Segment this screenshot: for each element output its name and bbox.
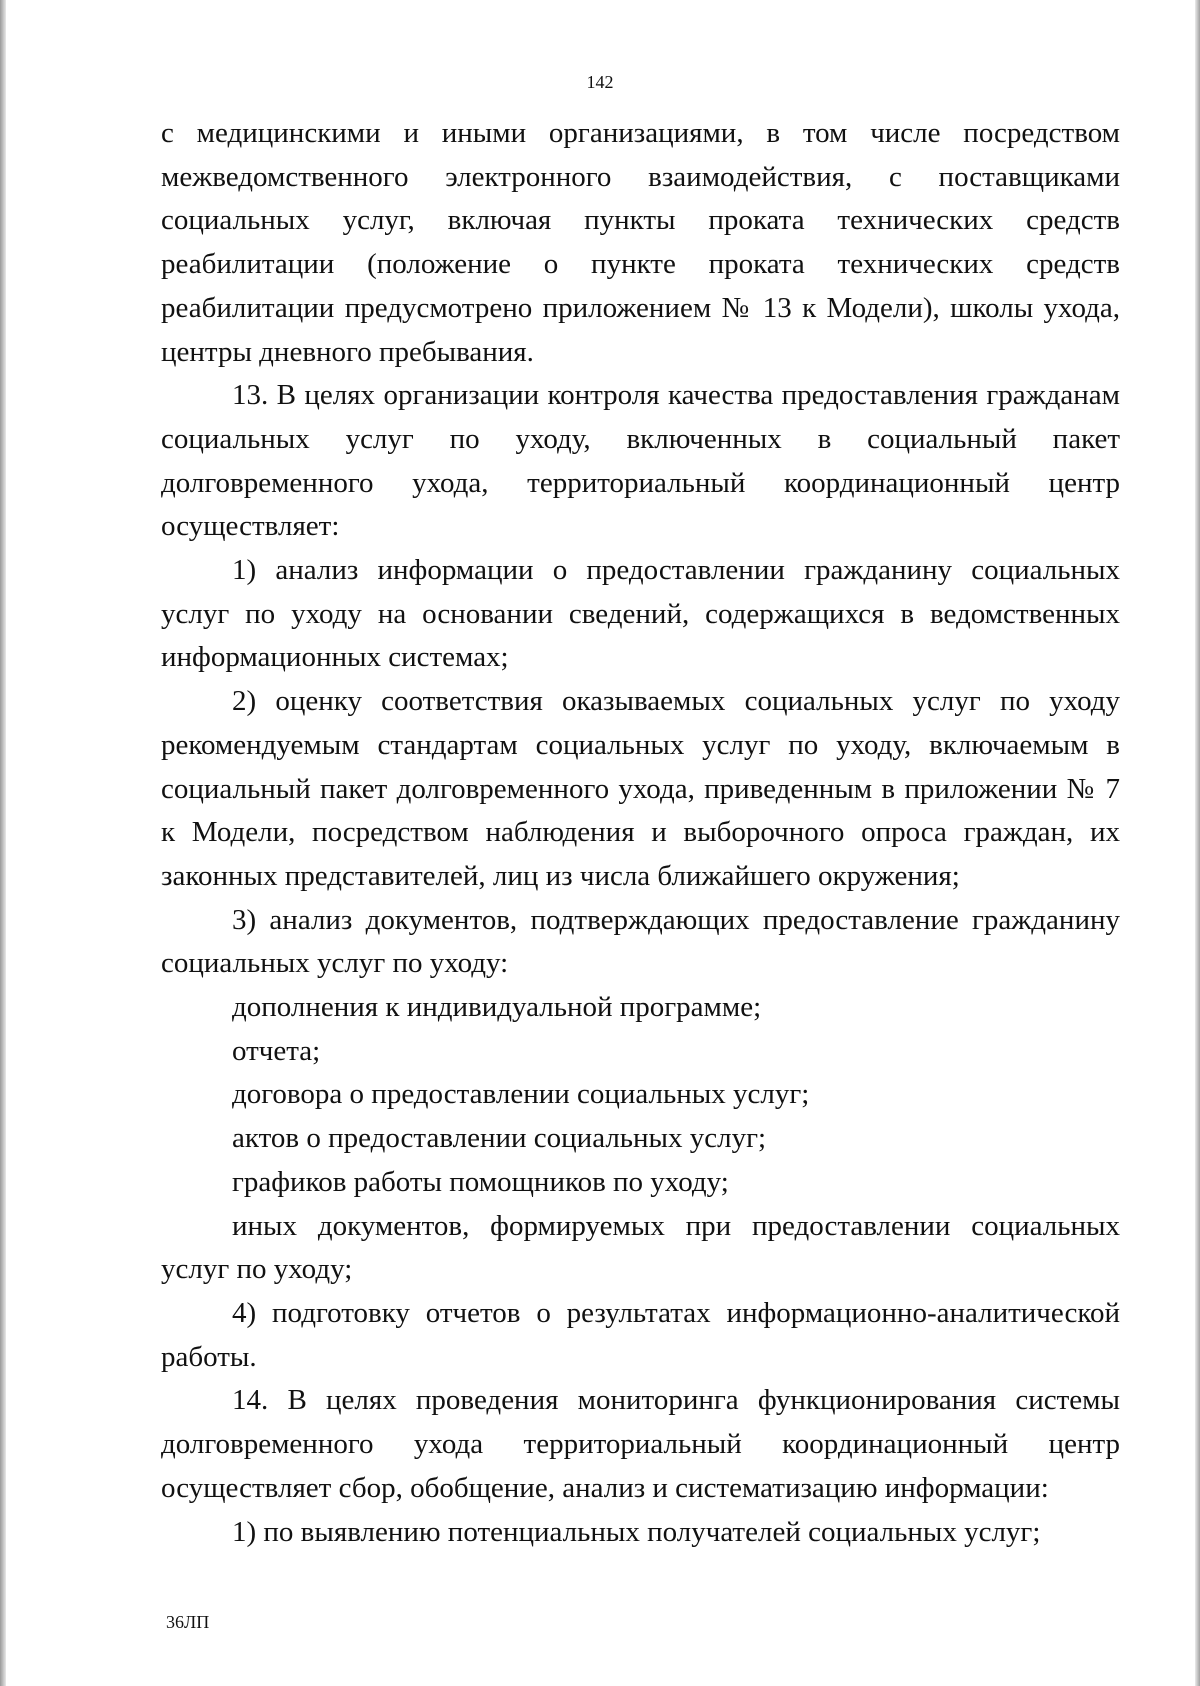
scan-edge-right [1195,0,1200,1686]
paragraph-item-2: 2) оценку соответствия оказываемых социальных услуг по уходу рекомендуемым стандартам социальных услуг по уходу, включаемым в социальный пакет долговременного ухода, приведенным в приложении № 7 к Модели, посредством наблюдения и выборочного опроса граждан, их законных представителей, лиц из числа ближайшего окружения; [161,685,1120,892]
paragraph-clause-14: 14. В целях проведения мониторинга функционирования системы долговременного ухода территориальный координационный центр осуществляет сбор, обобщение, анализ и систематизацию информации: [161,1384,1120,1504]
list-item-document: дополнения к индивидуальной программе; [232,991,762,1024]
document-body [161,112,1120,1554]
scan-edge-left [0,0,6,1686]
list-item-document: графиков работы помощников по уходу; [232,1165,729,1198]
page-number: 142 [586,72,614,92]
paragraph-item-3: 3) анализ документов, подтверждающих предоставление гражданину социальных услуг по уходу: [161,903,1120,980]
paragraph-clause-13: 13. В целях организации контроля качества предоставления гражданам социальных услуг по уходу, включенных в социальный пакет долговременного ухода, территориальный координационный центр осуществляет: [161,379,1120,543]
paragraph-item-4: 4) подготовку отчетов о результатах информационно-аналитической работы. [161,1296,1120,1373]
list-item-document: отчета; [232,1034,321,1067]
list-item-document: договора о предоставлении социальных услуг; [232,1078,810,1111]
footer-code: 36ЛП [166,1612,210,1632]
paragraph-clause-14-item-1: 1) по выявлению потенциальных получателей социальных услуг; [232,1515,1041,1548]
paragraph-item-1: 1) анализ информации о предоставлении гражданину социальных услуг по уходу на основании сведений, содержащихся в ведомственных информационных системах; [161,554,1120,674]
list-item-document: иных документов, формируемых при предоставлении социальных услуг по уходу; [161,1209,1120,1286]
paragraph-continuation: с медицинскими и иными организациями, в том числе посредством межведомственного электронного взаимодействия, с поставщиками социальных услуг, включая пункты проката технических средств реабилитации (положение о пункте проката технических средств реабилитации предусмотрено приложением № 13 к Модели), школы ухода, центры дневного пребывания. [161,117,1120,368]
list-item-document: актов о предоставлении социальных услуг; [232,1122,767,1155]
